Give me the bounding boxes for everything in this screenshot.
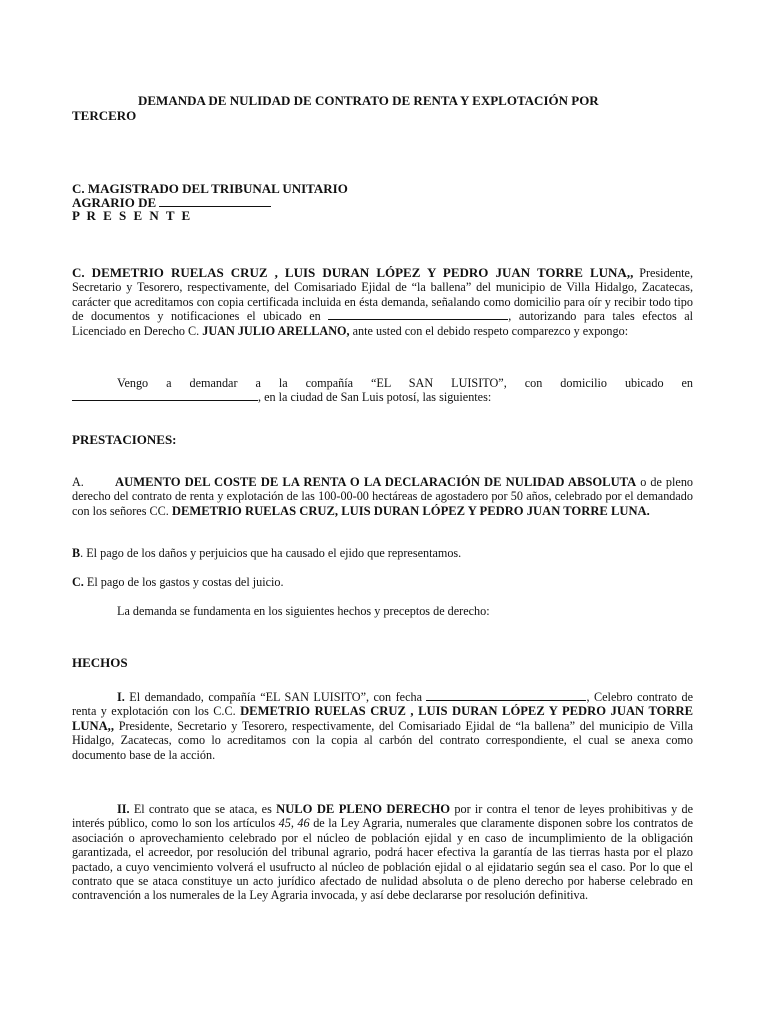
addressee-line-2 — [72, 196, 693, 210]
hecho-ii-bold: NULO DE PLENO DERECHO — [276, 802, 451, 816]
prestacion-b-letter: B — [72, 546, 81, 560]
hecho-i-text-2: , Celebro contrato de renta y explotación con los C.C. — [72, 690, 694, 719]
hecho-ii-text-3: de la Ley Agraria, numerales que claramente disponen sobre los contratos de asociación o aprovechamiento celebrado por el núcleo de población ejidal y en caso de incumplimiento de la obligación garantizada, el acreedor, por resolución del tribunal agrario, podrá hacer efectiva la garantía de las tierras hasta por el plazo pactado, a cuyo vencimiento volverá el usufructo al núcleo de población ejidal o al ejidatario según sea el caso. Por lo que el contrato que se ataca constituye un acto jurídico afectado de nulidad absoluta o de pleno derecho por haberse celebrado en contravención a los numerales de la Ley Agraria invocada, y así debe declararse por resolución definitiva. — [72, 816, 694, 903]
addressee-block — [72, 182, 693, 223]
intro-text-1: Presidente, Secretario y Tesorero, respectivamente, del Comisariado Ejidal de “la ballena” del municipio de Villa Hidalgo, Zacatecas, carácter que acreditamos con copia certificada incluida en ésta demanda, señalando como domicilio para oír y recibir todo tipo de documentos y notificaciones el ubicado en — [72, 266, 694, 324]
prestacion-b-text: . El pago de los daños y perjuicios que ha causado el ejido que representamos. — [80, 546, 462, 560]
document-title — [72, 93, 693, 123]
hecho-ii — [72, 802, 693, 903]
date-blank-line — [426, 690, 586, 701]
presente-line: P R E S E N T E — [72, 208, 193, 223]
addressee-line-1: C. MAGISTRADO DEL TRIBUNAL UNITARIO — [72, 181, 348, 196]
title-line-2: TERCERO — [72, 108, 137, 123]
title-line-1: DEMANDA DE NULIDAD DE CONTRATO DE RENTA Y EXPLOTACIÓN POR — [138, 93, 599, 108]
prestacion-a-letter: A. — [72, 475, 84, 489]
prestacion-c-letter: C. — [72, 575, 84, 589]
prestacion-c-text: El pago de los gastos y costas del juicio. — [86, 575, 284, 589]
intro-paragraph — [72, 266, 693, 338]
prestacion-b — [72, 546, 693, 560]
hecho-i — [72, 690, 693, 762]
demand-paragraph — [72, 376, 693, 405]
hechos-heading: HECHOS — [72, 655, 128, 670]
demand-text-2: , en la ciudad de San Luis potosí, las siguientes: — [258, 390, 492, 405]
intro-text-2: , autorizando para tales efectos al Licenciado en Derecho C. — [72, 309, 694, 338]
demand-address-blank-line — [72, 390, 258, 401]
demand-text-1: Vengo a demandar a la compañía “EL SAN LUISITO”, con domicilio ubicado en — [117, 376, 693, 390]
hecho-i-number: I. — [117, 690, 125, 704]
hecho-i-names: DEMETRIO RUELAS CRUZ , LUIS DURAN LÓPEZ Y PEDRO JUAN TORRE LUNA,, — [72, 704, 694, 733]
addressee-agrario-label: AGRARIO DE — [72, 194, 157, 210]
prestacion-a — [72, 475, 693, 518]
hecho-ii-text-1: El contrato que se ataca, es — [133, 802, 272, 816]
hecho-i-text-1: El demandado, compañía “EL SAN LUISITO”, con fecha — [129, 690, 422, 704]
prestacion-a-bold: AUMENTO DEL COSTE DE LA RENTA O LA DECLARACIÓN DE NULIDAD ABSOLUTA — [115, 475, 637, 489]
prestacion-a-names: DEMETRIO RUELAS CRUZ, LUIS DURAN LÓPEZ Y PEDRO JUAN TORRE LUNA. — [171, 503, 650, 518]
agrario-blank-line — [159, 196, 271, 207]
lawyer-name: JUAN JULIO ARELLANO, — [202, 323, 350, 338]
address-blank-line — [328, 309, 508, 320]
hecho-ii-text-2: por ir contra el tenor de leyes prohibitivas y de interés público, como lo son los artículos — [72, 802, 694, 831]
hecho-i-text-3: Presidente, Secretario y Tesorero, respectivamente, del Comisariado Ejidal de “la ballena” del municipio de Villa Hidalgo, Zacatecas, como lo acreditamos con la copia al carbón del contrato correspondiente, el cual se anexa como documento base de la acción. — [72, 718, 694, 762]
hecho-ii-number: II. — [117, 802, 130, 816]
prestacion-c — [72, 575, 693, 589]
intro-text-3: ante usted con el debido respeto comparezco y expongo: — [352, 323, 629, 338]
prestacion-a-text: o de pleno derecho del contrato de renta y explotación de las 100-00-00 hectáreas de agostadero por 50 años, celebrado por el demandado con los señores CC. — [72, 475, 694, 518]
intro-names: C. DEMETRIO RUELAS CRUZ , LUIS DURAN LÓPEZ Y PEDRO JUAN TORRE LUNA,, — [72, 265, 634, 280]
fundamento-line: La demanda se fundamenta en los siguientes hechos y preceptos de derecho: — [117, 604, 490, 618]
hecho-ii-articles: 45, 46 — [278, 816, 310, 831]
prestaciones-heading: PRESTACIONES: — [72, 432, 177, 447]
